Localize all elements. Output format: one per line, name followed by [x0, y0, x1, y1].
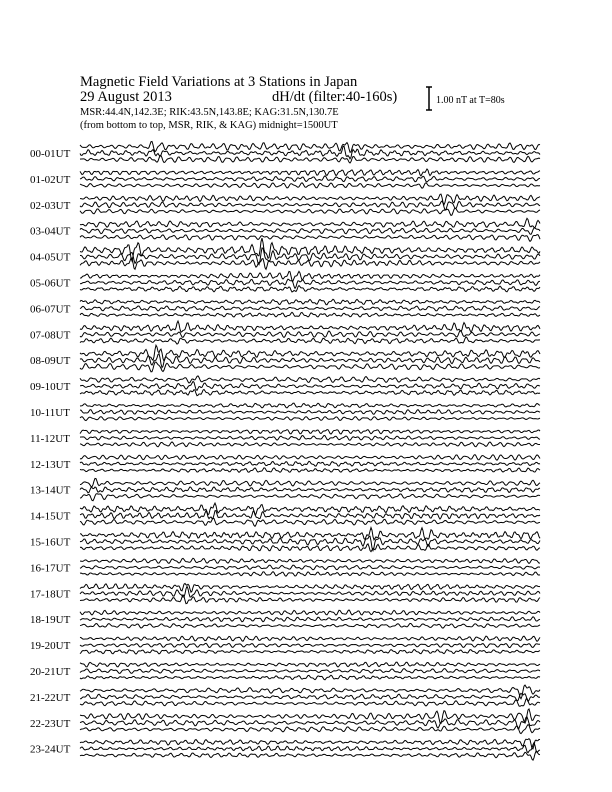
hour-label: 00-01UT [30, 148, 71, 160]
trace-rik [80, 410, 540, 415]
trace-row [30, 169, 540, 188]
hour-label: 21-22UT [30, 691, 71, 704]
trace-kag [80, 403, 540, 408]
trace-kag [80, 558, 540, 563]
hour-label: 20-21UT [30, 666, 71, 678]
trace-row [30, 403, 540, 420]
trace-row [30, 142, 540, 164]
trace-kag [80, 739, 540, 749]
trace-msr [80, 417, 540, 421]
trace-row [30, 430, 540, 447]
hour-label: 05-06UT [30, 277, 71, 290]
hour-label: 14-15UT [30, 510, 71, 523]
hour-label: 22-23UT [30, 717, 71, 730]
hour-label: 17-18UT [30, 588, 71, 601]
chart-header [80, 74, 505, 131]
hour-label: 03-04UT [30, 225, 71, 238]
hour-label: 07-08UT [30, 329, 71, 342]
trace-rik [80, 717, 540, 729]
trace-msr [80, 337, 540, 344]
trace-msr [80, 468, 540, 472]
trace-row [30, 709, 540, 734]
trace-msr [80, 286, 540, 292]
trace-msr [80, 208, 540, 215]
trace-rows [30, 142, 540, 761]
trace-row [30, 194, 540, 215]
trace-kag [80, 610, 540, 615]
trace-kag [80, 430, 540, 434]
trace-rik [80, 669, 540, 674]
trace-msr [80, 675, 540, 679]
hour-label: 04-05UT [30, 251, 71, 264]
trace-kag [80, 583, 540, 592]
trace-msr [80, 362, 540, 372]
trace-row [30, 218, 540, 241]
trace-row [30, 558, 540, 576]
trace-row [30, 739, 540, 761]
trace-row [30, 503, 540, 526]
trace-rik [80, 511, 540, 519]
trace-rik [80, 381, 540, 390]
hour-label: 18-19UT [30, 614, 71, 627]
trace-kag [80, 528, 540, 540]
trace-msr [80, 442, 540, 447]
trace-msr [80, 698, 540, 706]
hour-label: 09-10UT [30, 381, 71, 394]
hour-label: 15-16UT [30, 536, 71, 549]
trace-msr [80, 572, 540, 577]
trace-rik [80, 617, 540, 622]
trace-rik [80, 435, 540, 440]
scale-bar [426, 87, 432, 110]
trace-row [30, 271, 540, 292]
trace-msr [80, 595, 540, 604]
chart-quantity: dH/dt (filter:40-160s) [272, 89, 398, 105]
trace-row [30, 583, 540, 603]
trace-kag [80, 194, 540, 205]
trace-msr [80, 235, 540, 242]
trace-row [30, 321, 540, 344]
hour-label: 08-09UT [30, 355, 71, 368]
chart-title: Magnetic Field Variations at 3 Stations in Japan [80, 74, 358, 90]
trace-msr [80, 725, 540, 734]
trace-row [30, 685, 540, 706]
trace-row [30, 610, 540, 628]
trace-rik [80, 461, 540, 466]
hour-label: 12-13UT [30, 458, 71, 471]
hour-label: 02-03UT [30, 199, 71, 212]
trace-row [30, 478, 540, 500]
trace-rik [80, 176, 540, 182]
trace-rik [80, 201, 540, 210]
trace-kag [80, 271, 540, 281]
trace-rik [80, 693, 540, 701]
trace-kag [80, 636, 540, 641]
trace-rik [80, 643, 540, 647]
trace-row [30, 299, 540, 317]
hour-label: 06-07UT [30, 303, 71, 316]
hour-label: 19-20UT [30, 640, 71, 653]
trace-kag [80, 218, 540, 227]
trace-msr [80, 156, 540, 163]
hour-label: 10-11UT [30, 407, 70, 419]
trace-msr [80, 312, 540, 317]
chart-date: 29 August 2013 [80, 89, 172, 105]
trace-msr [80, 183, 540, 188]
hour-label: 16-17UT [30, 562, 71, 575]
trace-msr [80, 623, 540, 628]
trace-msr [80, 751, 540, 760]
trace-kag [80, 662, 540, 667]
trace-rik [80, 228, 540, 234]
trace-kag [80, 299, 540, 304]
trace-msr [80, 494, 540, 501]
scale-bar-label: 1.00 nT at T=80s [436, 95, 505, 106]
trace-rik [80, 565, 540, 570]
trace-rik [80, 306, 540, 311]
trace-rik [80, 487, 540, 493]
trace-row [30, 528, 540, 552]
trace-kag [80, 169, 540, 176]
trace-rik [80, 279, 540, 288]
trace-msr [80, 518, 540, 526]
trace-msr [80, 544, 540, 552]
trace-msr [80, 389, 540, 395]
hour-label: 13-14UT [30, 484, 71, 497]
station-order-note: (from bottom to top, MSR, RIK, & KAG) midnight=1500UT [80, 120, 338, 131]
trace-row [30, 636, 540, 654]
trace-row [30, 345, 540, 372]
trace-kag [80, 321, 540, 332]
trace-row [30, 662, 540, 680]
trace-msr [80, 650, 540, 655]
trace-kag [80, 376, 540, 383]
station-list: MSR:44.4N,142.3E; RIK:43.5N,143.8E; KAG:31.5N,130.7E [80, 107, 339, 118]
trace-row [30, 238, 540, 269]
hour-label: 01-02UT [30, 173, 71, 186]
trace-kag [80, 455, 540, 461]
trace-row [30, 376, 540, 396]
trace-rik [80, 743, 540, 753]
trace-kag [80, 478, 540, 486]
trace-row [30, 455, 540, 473]
hour-label: 23-24UT [30, 743, 71, 756]
hour-label: 11-12UT [30, 432, 70, 445]
trace-kag [80, 142, 540, 153]
